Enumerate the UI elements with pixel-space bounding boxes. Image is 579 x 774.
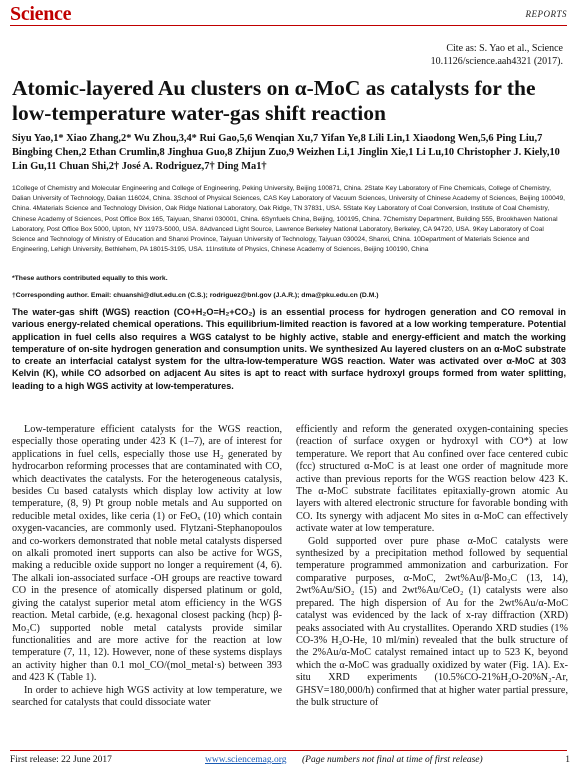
page-header bbox=[0, 0, 579, 34]
page-number-note: (Page numbers not final at time of first release) bbox=[302, 755, 483, 765]
abstract: The water-gas shift (WGS) reaction (CO+H₂O=H₂+CO₂) is an essential process for hydrogen generation and CO removal in various energy-related chemical operations. This equilibrium-limited reaction is favored at a low working temperature. Potential application in fuel cells also requires a WGS catalyst to be highly active, stable and energy-efficient and match the working temperature of on-site hydrogen generation and consumption units. We synthesized Au layered clusters on an α-MoC substrate to create an interfacial catalyst system for the ultra-low-temperature WGS reaction. Water was activated over α-MoC at 303 Kelvin (K), while CO adsorbed on adjacent Au sites is apt to react with surface hydroxyl groups formed from water splitting, leading to a high WGS activity at low-temperatures. bbox=[12, 307, 566, 391]
body-paragraph: Gold supported over pure phase α-MoC catalysts were synthesized by a precipitation method followed by sequential temperature programmed ammonization and carburization. For comparative purposes, α-MoC, 2wt%Au/β-Mo₂C (13, 14), 2wt%Au/SiO₂ (15) and 2wt%Au/CeO₂ (1) catalysts were also prepared. The high dispersion of Au for the 2wt%Au/α-MoC catalyst was evidenced by the lack of x-ray diffraction (XRD) peaks associated with Au crystallites. Operando XRD studies (1% CO-3% H₂O-He, 10 ml/min) revealed that the bulk structure of the 2%Au/α-MoC catalyst remained intact up to 523 K, beyond which the α-MoC was gradually oxidized by water (Fig. 1A). Ex-situ XRD experiments (10.5%CO-21%H₂O-20%N₂-Ar, GHSV=180,000/h) confirmed that at higher water partial pressure, the bulk structure of bbox=[296, 535, 568, 708]
citation-line-2: 10.1126/science.aah4321 (2017). bbox=[430, 56, 563, 67]
citation bbox=[431, 42, 563, 68]
science-logo[interactable]: Science bbox=[10, 3, 72, 25]
article-title: Atomic-layered Au clusters on α-MoC as catalysts for the low-temperature water-gas shift reaction bbox=[12, 76, 536, 125]
footer-rule bbox=[10, 750, 567, 751]
section-label: REPORTS bbox=[525, 9, 567, 19]
body-column-right bbox=[296, 424, 568, 709]
body-column-left bbox=[12, 424, 282, 709]
corresponding-author: †Corresponding author. Email: chuanshi@dlut.edu.cn (C.S.); rodriguez@bnl.gov (J.A.R.); dma@pku.edu.cn (D.M.) bbox=[12, 292, 379, 299]
equal-contribution-note: *These authors contributed equally to this work. bbox=[12, 275, 168, 282]
author-list: Siyu Yao,1* Xiao Zhang,2* Wu Zhou,3,4* Rui Gao,5,6 Wenqian Xu,7 Yifan Ye,8 Lili Lin,1 Xiaodong Wen,5,6 Ping Liu,7 Bingbing Chen,2 Ethan Crumlin,8 Jinghua Guo,8 Zhijun Zuo,9 Weizhen Li,1 Jinglin Xie,1 Li Lu,10 Christopher J. Kiely,10 Lin Gu,11 Chuan Shi,2† José A. Rodriguez,7† Ding Ma1† bbox=[12, 133, 560, 172]
affiliations: 1College of Chemistry and Molecular Engineering and College of Engineering, Peking University, Beijing 100871, China. 2State Key Laboratory of Fine Chemicals, College of Chemistry, Dalian University of Technology, Dalian 116024, China. 3School of Physical Sciences, CAS Key Laboratory of Vacuum Sciences, University of Chinese Academy of Sciences, Beijing 100049, China. 4Materials Science and Technology Division, Oak Ridge National Laboratory, Oak Ridge, TN 37831, USA. 5State Key Laboratory of Coal Conversion, Institute of Coal Chemistry, Chinese Academy of Sciences, Post Office Box 165, Taiyuan, Shanxi 030001, China. 6Synfuels China, Beijing, 100195, China. 7Chemistry Department, Building 555, Brookhaven National Laboratory, Post Office Box 5000, Upton, NY 11973-5000, USA. 8Advanced Light Source, Lawrence Berkeley National Laboratory, Berkeley, CA 94720, USA. 9Key Laboratory of Coal Science and Technology of Ministry of Education and Shanxi Province, Taiyuan University of Technology, Taiyuan 030024, Shanxi, China. 10Department of Materials Science and Engineering, Lehigh University, Bethlehem, PA 18015-3195, USA. 11Institute of Physics, Chinese Academy of Sciences, Beijing 100190, China bbox=[12, 185, 565, 254]
body-paragraph: Low-temperature efficient catalysts for the WGS reaction, especially those operating under 423 K (1–7), are of interest for applications in fuel cells, especially those use H₂ generated by hydrocarbon reforming processes that are contaminated with CO, which deactivates the catalysts. For the heterogeneous catalysis, besides Cu based catalysts which display low activity at low temperature, (8, 9) Pt group noble metals and Au supported on reducible metal oxides, like ceria (1) or FeOₓ (10) which contain oxygen-vacancies, are commonly used. Flytzani-Stephanopoulos and co-workers demonstrated that noble metal catalysts dispersed on alkali promoted inert supports can also be active for WGS, making a reducible oxide support no longer a requirement (4, 6). The alkali ion-associated surface -OH groups are reactive toward CO in the presence of atomically dispersed platinum or gold, giving the catalyst superior metal atom efficiency in the WGS reaction. Metal carbide, (e.g. hexagonal closest packing (hcp) β-Mo₂C) supported noble metal catalysts provide similar functionalities and are more active for the reaction at low temperature (7, 11, 12). However, none of these systems displays an activity higher than 0.1 mol_CO/(mol_metal·s) between 393 and 423 K (Table 1). bbox=[12, 424, 282, 684]
sciencemag-link[interactable]: www.sciencemag.org bbox=[205, 755, 287, 765]
header-rule bbox=[10, 25, 567, 26]
release-date: First release: 22 June 2017 bbox=[10, 755, 112, 765]
body-paragraph: efficiently and reform the generated oxygen-containing species (reaction of surface oxygen or hydroxyl with CO*) at low temperature. We report that Au confined over face centered cubic (fcc) structured α-MoC is at least one order of magnitude more active than previous reports for the WGS reaction below 423 K. The α-MoC substrate facilitates epitaxially-grown atomic Au layers with altered electronic structure for favorable bonding with CO. Its synergy with adjacent Mo sites in α-MoC can effectively activate water at low temperature. bbox=[296, 424, 568, 535]
citation-line-1: Cite as: S. Yao et al., Science bbox=[446, 43, 563, 54]
page-number: 1 bbox=[565, 755, 570, 765]
body-paragraph: In order to achieve high WGS activity at low temperature, we searched for catalysts that could dissociate water bbox=[12, 684, 282, 708]
